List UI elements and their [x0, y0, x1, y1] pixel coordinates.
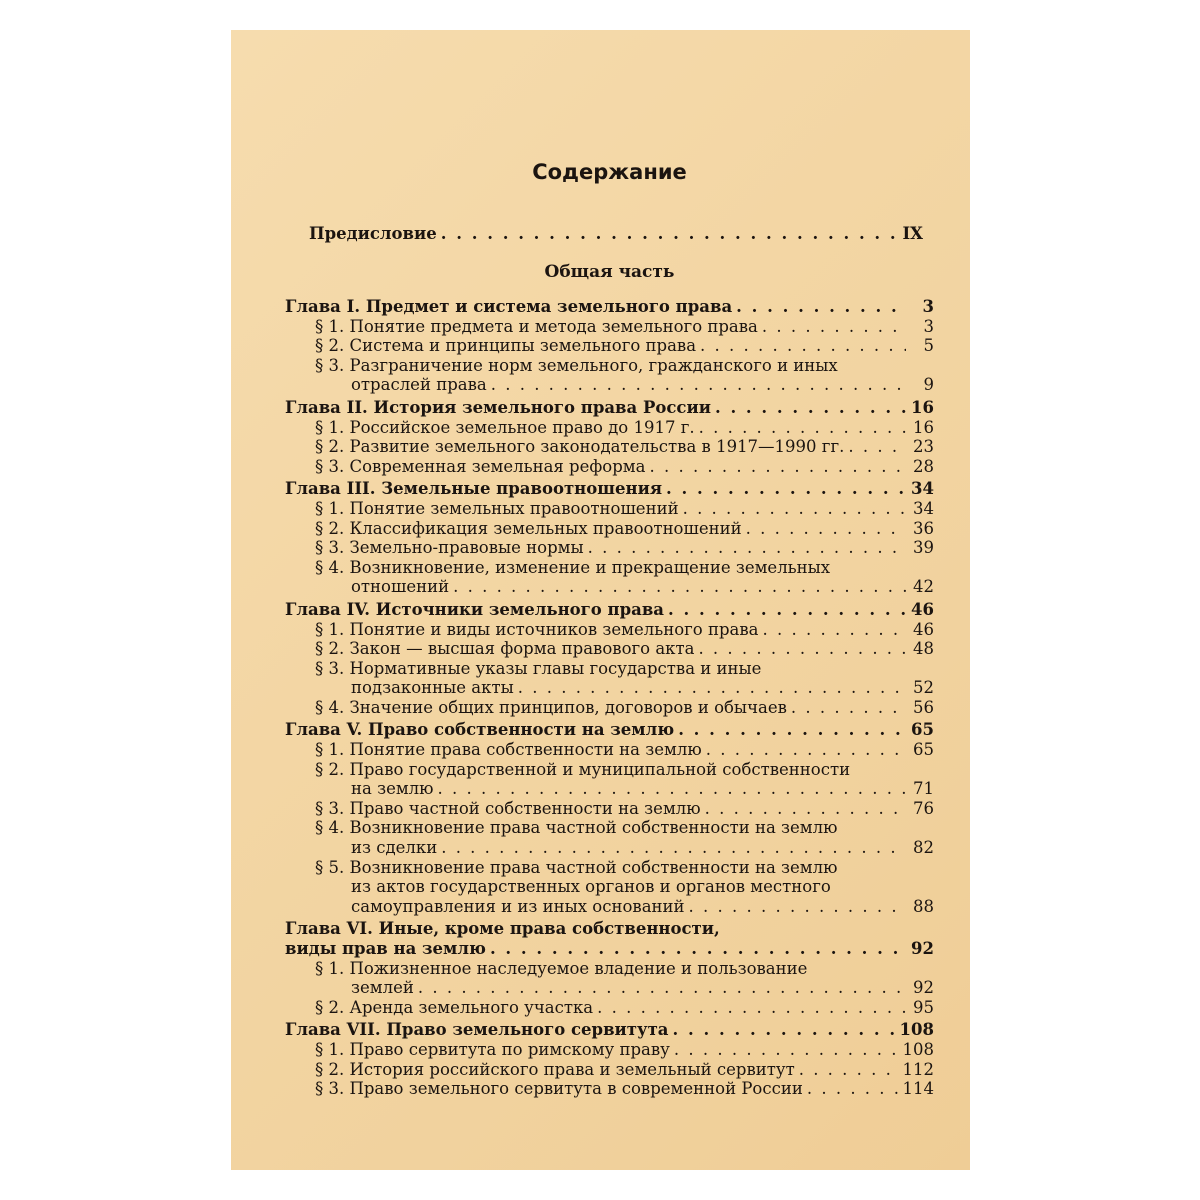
- toc-section-entry: [285, 1040, 934, 1060]
- toc-page-number: 108: [899, 1020, 934, 1040]
- toc-section-entry: [285, 499, 934, 519]
- toc-page-number: 39: [913, 538, 934, 558]
- toc-section-entry: [285, 620, 934, 640]
- leader-dots: [490, 939, 906, 959]
- toc-page-number: 9: [923, 375, 934, 395]
- toc-page-number: 28: [913, 456, 934, 476]
- toc-entry-text: § 3. Современная земельная реформа: [315, 456, 646, 476]
- toc-entry-text: § 3. Нормативные указы главы государства и иные: [315, 658, 762, 678]
- toc-section-entry: [285, 538, 934, 558]
- toc-entry-text: § 4. Возникновение, изменение и прекращение земельных: [315, 557, 831, 577]
- toc-entry-text: § 2. Закон — высшая форма правового акта: [315, 639, 695, 659]
- toc-entry-text: Глава II. История земельного права России: [285, 397, 711, 417]
- toc-entry-text: § 1. Пожизненное наследуемое владение и пользование: [315, 958, 808, 978]
- toc-entry-text: § 3. Право земельного сервитута в современной России: [315, 1079, 803, 1099]
- leader-dots: [698, 639, 906, 659]
- leader-dots: [683, 499, 906, 519]
- toc-page-number: 65: [913, 740, 934, 760]
- leader-dots: [689, 897, 906, 917]
- leader-dots: [668, 600, 906, 620]
- toc-entry-text: § 2. Классификация земельных правоотношений: [315, 518, 742, 538]
- part-heading: Общая часть: [544, 262, 675, 282]
- toc-entry-text: на землю: [351, 779, 434, 799]
- leader-dots: [518, 678, 906, 698]
- leader-dots: [706, 740, 906, 760]
- toc-entry-text: § 5. Возникновение права частной собственности на землю: [315, 857, 838, 877]
- toc-entry-text: § 2. Аренда земельного участка: [315, 997, 594, 1017]
- toc-page-number: 92: [911, 939, 934, 958]
- toc-entry-text: подзаконные акты: [351, 678, 514, 698]
- toc-entry-text: § 3. Право частной собственности на землю: [315, 798, 701, 818]
- toc-page-number: 46: [911, 599, 934, 619]
- leader-dots: [597, 998, 906, 1018]
- toc-section-entry: [285, 760, 934, 799]
- toc-chapter-entry: [285, 720, 934, 740]
- toc-entry-text: Глава VII. Право земельного сервитута: [285, 1020, 669, 1040]
- toc-section-entry: [285, 698, 934, 718]
- toc-page-number: 56: [913, 697, 934, 717]
- toc-entry-text: § 1. Право сервитута по римскому праву: [315, 1039, 670, 1059]
- table-of-contents: [285, 294, 934, 1099]
- leader-dots: [678, 720, 906, 740]
- toc-page-number: 108: [902, 1039, 934, 1059]
- toc-page-number: 5: [923, 336, 934, 356]
- toc-page-number: 3: [923, 316, 934, 336]
- toc-page-number: 16: [913, 417, 934, 437]
- leader-dots: [491, 375, 906, 395]
- toc-entry-text: Глава V. Право собственности на землю: [285, 720, 675, 740]
- leader-dots: [666, 479, 906, 499]
- toc-entry-text: из актов государственных органов и органов местного: [351, 877, 831, 897]
- toc-chapter-entry: [285, 600, 934, 620]
- leader-dots: [799, 1060, 899, 1080]
- leader-dots: [674, 1040, 899, 1060]
- toc-section-entry: [285, 1079, 934, 1099]
- toc-entry-text: из сделки: [351, 838, 438, 858]
- toc-entry-text: § 1. Понятие земельных правоотношений: [315, 498, 679, 518]
- leader-dots: [736, 297, 906, 317]
- toc-section-entry: [285, 959, 934, 998]
- toc-section-entry: [285, 457, 934, 477]
- leader-dots: [705, 799, 906, 819]
- toc-section-entry: [285, 818, 934, 857]
- toc-page-number: 92: [913, 978, 934, 998]
- toc-section-entry: [285, 799, 934, 819]
- leader-dots: [848, 437, 906, 457]
- toc-entry-text: § 4. Значение общих принципов, договоров и обычаев: [315, 697, 787, 717]
- toc-page-number: 76: [913, 798, 934, 818]
- leader-dots: [418, 978, 906, 998]
- toc-page-number: 34: [913, 498, 934, 518]
- toc-section-entry: [285, 1060, 934, 1080]
- toc-section-entry: [285, 418, 934, 438]
- toc-page-number: 3: [922, 297, 934, 316]
- preface-label: Предисловие: [309, 224, 437, 243]
- toc-section-entry: [285, 317, 934, 337]
- leader-dots: [441, 838, 906, 858]
- toc-section-entry: [285, 858, 934, 917]
- toc-chapter-entry: [285, 1020, 934, 1040]
- toc-section-entry: [285, 437, 934, 457]
- toc-page-number: 16: [911, 397, 934, 417]
- toc-page-number: 42: [913, 577, 934, 597]
- toc-page-number: 112: [902, 1059, 934, 1079]
- toc-page-number: 95: [913, 997, 934, 1017]
- leader-dots: [791, 698, 906, 718]
- toc-entry-text: § 1. Понятие и виды источников земельного права: [315, 619, 759, 639]
- toc-page-number: 71: [913, 779, 934, 799]
- toc-chapter-entry: [285, 297, 934, 317]
- leader-dots: [700, 336, 906, 356]
- toc-page-number: 65: [911, 720, 934, 740]
- leader-dots: [762, 317, 906, 337]
- toc-section-entry: [285, 356, 934, 395]
- toc-entry-text: Глава IV. Источники земельного права: [285, 599, 664, 619]
- toc-entry-text: § 3. Разграничение норм земельного, гражданского и иных: [315, 355, 838, 375]
- toc-entry-text: виды прав на землю: [285, 939, 486, 958]
- leader-dots: [807, 1079, 899, 1099]
- toc-entry-text: § 1. Понятие предмета и метода земельного права: [315, 316, 758, 336]
- toc-section-entry: [285, 558, 934, 597]
- leader-dots: [441, 224, 895, 244]
- leader-dots: [715, 398, 906, 418]
- toc-entry-text: Глава I. Предмет и система земельного права: [285, 297, 733, 316]
- toc-entry-text: § 1. Понятие права собственности на землю: [315, 740, 702, 760]
- toc-page-number: 46: [913, 619, 934, 639]
- toc-chapter-entry: [285, 479, 934, 499]
- toc-entry-text: § 2. История российского права и земельный сервитут: [315, 1059, 795, 1079]
- toc-section-entry: [285, 519, 934, 539]
- toc-page-number: 52: [913, 678, 934, 698]
- toc-entry-text: § 3. Земельно-правовые нормы: [315, 538, 584, 558]
- toc-section-entry: [285, 998, 934, 1018]
- toc-section-entry: [285, 740, 934, 760]
- toc-entry-text: Глава III. Земельные правоотношения: [285, 479, 663, 499]
- leader-dots: [649, 457, 906, 477]
- toc-page-number: 114: [902, 1079, 934, 1099]
- leader-dots: [699, 418, 906, 438]
- toc-entry-text: Глава VI. Иные, кроме права собственности,: [285, 919, 720, 939]
- leader-dots: [673, 1020, 896, 1040]
- leader-dots: [746, 519, 906, 539]
- toc-entry-text: § 1. Российское земельное право до 1917 г.: [315, 417, 695, 437]
- toc-section-entry: [285, 336, 934, 356]
- toc-page-number: 34: [911, 479, 934, 499]
- toc-chapter-entry: [285, 398, 934, 418]
- leader-dots: [763, 620, 906, 640]
- toc-entry-text: § 2. Развитие земельного законодательства в 1917—1990 гг.: [315, 437, 845, 457]
- toc-entry-text: § 4. Возникновение права частной собственности на землю: [315, 818, 838, 838]
- leader-dots: [438, 779, 906, 799]
- toc-entry-text: отношений: [351, 577, 450, 597]
- toc-page-number: 23: [913, 437, 934, 457]
- toc-entry-text: § 2. Право государственной и муниципальной собственности: [315, 759, 851, 779]
- toc-page-number: 36: [913, 518, 934, 538]
- toc-entry-text: § 2. Система и принципы земельного права: [315, 336, 697, 356]
- book-page: [231, 30, 970, 1170]
- leader-dots: [588, 538, 906, 558]
- toc-chapter-entry: [285, 919, 934, 958]
- toc-entry-text: отраслей права: [351, 375, 487, 395]
- toc-entry-text: самоуправления и из иных оснований: [351, 896, 685, 916]
- page-title: Содержание: [532, 160, 687, 184]
- leader-dots: [453, 577, 906, 597]
- toc-entry-text: землей: [351, 978, 414, 998]
- preface-entry: [309, 224, 923, 244]
- toc-page-number: 88: [913, 896, 934, 916]
- toc-section-entry: [285, 659, 934, 698]
- toc-section-entry: [285, 639, 934, 659]
- toc-page-number: 48: [913, 639, 934, 659]
- toc-page-number: 82: [913, 838, 934, 858]
- preface-page: IX: [902, 224, 923, 243]
